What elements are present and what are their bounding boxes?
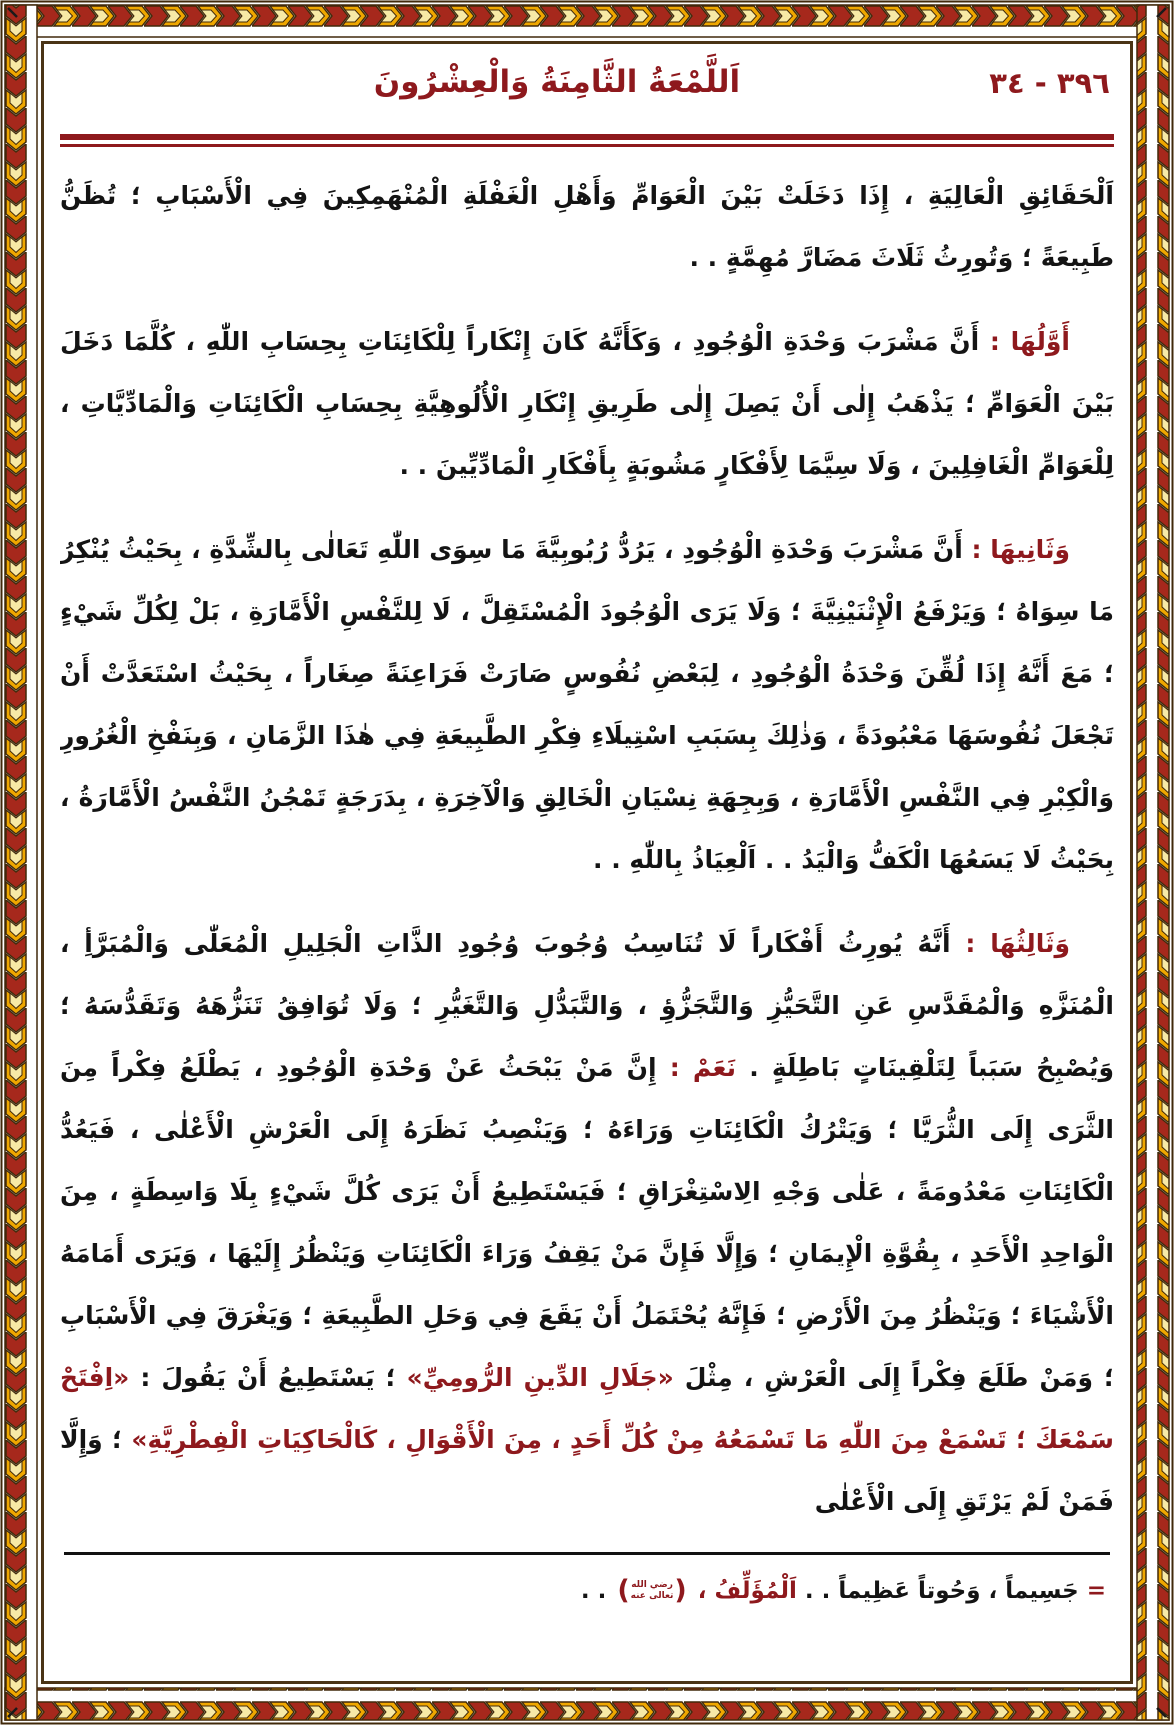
text-segment: . . bbox=[580, 1577, 615, 1604]
text-segment: إِنَّ مَنْ يَبْحَثُ عَنْ وَحْدَةِ الْوُجُودِ ، يَطْلَعُ فِكْراً مِنَ الثَّرَى إِلَى الثُّرَيَّا ؛ وَيَتْرُكُ الْكَائِنَاتِ وَرَاءَهُ ؛ وَيَنْصِبُ نَظَرَهُ إِلَى الْعَرْشِ الْأَعْلٰى ، فَيَعُدُّ الْكَائِنَاتِ مَعْدُومَةً ، عَلٰى وَجْهِ الِاسْتِغْرَاقِ ؛ فَيَسْتَطِيعُ أَنْ يَرَى كُلَّ شَيْءٍ بِلَا وَاسِطَةٍ ، مِنَ الْوَاحِدِ الْأَحَدِ ، بِقُوَّةِ الْإِيمَانِ ؛ وَإِلَّا فَإِنَّ مَنْ يَقِفُ وَرَاءَ الْكَائِنَاتِ وَيَنْظُرُ إِلَيْهَا ، وَيَرَى أَمَامَهُ الْأَشْيَاءَ ؛ وَيَنْظُرُ مِنَ الْأَرْضِ ؛ فَإِنَّهُ يُحْتَمَلُ أَنْ يَقَعَ فِي وَحَلِ الطَّبِيعَةِ ؛ وَيَغْرَقَ فِي الْأَسْبَابِ ؛ وَمَنْ طَلَعَ فِكْراً إِلَى الْعَرْشِ ، مِثْلَ bbox=[60, 1053, 1114, 1392]
red-keyword: وَثَانِيهَا : bbox=[962, 535, 1070, 564]
page-header bbox=[60, 52, 1114, 124]
red-emphasis: «اِفْتَحْ سَمْعَكَ ؛ تَسْمَعْ مِنَ اللّٰهِ مَا تَسْمَعُهُ مِنْ كُلِّ أَحَدٍ ، مِنَ الْأَقْوَالِ ، كَالْحَاكِيَاتِ الْفِطْرِيَّةِ» bbox=[60, 1363, 1114, 1454]
red-keyword: وَثَالِثُهَا : bbox=[950, 929, 1071, 958]
text-segment: أَنَّهُ يُورِثُ أَفْكَاراً لَا تُنَاسِبُ وُجُوبَ وُجُودِ الذَّاتِ الْجَلِيلِ الْمُعَلّٰى وَالْمُبَرَّأِ ، الْمُنَزَّهِ وَالْمُقَدَّسِ عَنِ التَّحَيُّزِ وَالتَّجَزُّؤِ ، وَالتَّبَدُّلِ وَالتَّغَيُّرِ ؛ وَلَا تُوَافِقُ تَنَزُّهَهُ وَتَقَدُّسَهُ ؛ وَيُصْبِحُ سَبَباً لِتَلْقِينَاتٍ بَاطِلَةٍ . bbox=[60, 929, 1114, 1082]
author-seal bbox=[617, 1569, 686, 1613]
red-emphasis: «جَلَالِ الدِّينِ الرُّومِيِّ» bbox=[406, 1363, 674, 1392]
body-paragraph bbox=[60, 165, 1114, 289]
footnote-divider bbox=[64, 1552, 1110, 1555]
footnote-text bbox=[64, 1569, 1110, 1614]
page-content bbox=[60, 52, 1114, 1677]
seal-paren-close: ) bbox=[674, 1575, 687, 1606]
text-segment: أَنَّ مَشْرَبَ وَحْدَةِ الْوُجُودِ ، وَكَأَنَّهُ كَانَ إِنْكَاراً لِلْكَائِنَاتِ بِحِسَابِ اللّٰهِ ، كُلَّمَا دَخَلَ بَيْنَ الْعَوَامِّ ؛ يَذْهَبُ إِلٰى أَنْ يَصِلَ إِلٰى طَرِيقِ إِنْكَارِ الْأُلُوهِيَّةِ بِحِسَابِ الْكَائِنَاتِ وَالْمَادِّيَّاتِ ، لِلْعَوَامِّ الْغَافِلِينَ ، وَلَا سِيَّمَا لِأَفْكَارٍ مَشُوبَةٍ بِأَفْكَارِ الْمَادِّيِّينَ . . bbox=[60, 327, 1114, 480]
text-segment: ؛ يَسْتَطِيعُ أَنْ يَقُولَ : bbox=[129, 1363, 407, 1392]
seal-paren-open: ( bbox=[617, 1575, 630, 1606]
seal-line: تعالى عنه bbox=[630, 1591, 674, 1601]
text-segment: أَنَّ مَشْرَبَ وَحْدَةِ الْوُجُودِ ، يَرُدُّ رُبُوبِيَّةَ مَا سِوَى اللّٰهِ تَعَالٰى بِالشِّدَّةِ ، بِحَيْثُ يُنْكِرُ مَا سِوَاهُ ؛ وَيَرْفَعُ الْإِثْنَيْنِيَّةَ ؛ وَلَا يَرَى الْوُجُودَ الْمُسْتَقِلَّ ، لَا لِلنَّفْسِ الْأَمَّارَةِ ، بَلْ لِكُلِّ شَيْءٍ ؛ مَعَ أَنَّهُ إِذَا لُقِّنَ وَحْدَةُ الْوُجُودِ ، لِبَعْضِ نُفُوسٍ صَارَتْ فَرَاعِنَةً صِغَاراً ، بِحَيْثُ اسْتَعَدَّتْ أَنْ تَجْعَلَ نُفُوسَهَا مَعْبُودَةً ، وَذٰلِكَ بِسَبَبِ اسْتِيلَاءِ فِكْرِ الطَّبِيعَةِ فِي هٰذَا الزَّمَانِ ، وَبِنَفْخِ الْغُرُورِ وَالْكِبْرِ فِي النَّفْسِ الْأَمَّارَةِ ، وَبِجِهَةِ نِسْيَانِ الْخَالِقِ وَالْآخِرَةِ ، بِدَرَجَةٍ تَمْجُنُ النَّفْسُ الْأَمَّارَةُ ، بِحَيْثُ لَا يَسَعُهَا الْكَفُّ وَالْيَدُ . . اَلْعِيَاذُ بِاللّٰهِ . . bbox=[60, 535, 1114, 874]
page-number: ٣٩٦ - ٣٤ bbox=[989, 66, 1110, 100]
red-keyword: = bbox=[1078, 1577, 1106, 1604]
seal-line: رضي الله bbox=[631, 1580, 673, 1591]
page-title bbox=[60, 64, 1084, 100]
header-divider bbox=[60, 134, 1114, 147]
red-keyword: نَعَمْ : bbox=[656, 1053, 737, 1082]
red-keyword: أَوَّلُهَا : bbox=[979, 327, 1070, 356]
seal-calligraphy bbox=[630, 1580, 675, 1602]
text-segment: جَسِيماً ، وَحُوتاً عَظِيماً . . bbox=[796, 1577, 1079, 1604]
body-paragraph bbox=[60, 311, 1114, 497]
footnote bbox=[64, 1552, 1110, 1614]
text-segment: اَلْحَقَائِقِ الْعَالِيَةِ ، إِذَا دَخَلَتْ بَيْنَ الْعَوَامِّ وَأَهْلِ الْغَفْلَةِ الْمُنْهَمِكِينَ فِي الْأَسْبَابِ ؛ تُظَنُّ طَبِيعَةً ؛ وَتُورِثُ ثَلَاثَ مَضَارَّ مُهِمَّةٍ . . bbox=[60, 181, 1114, 272]
text-segment: ؛ وَإِلَّا فَمَنْ لَمْ يَرْتَقِ إِلَى الْأَعْلٰى bbox=[60, 1425, 1114, 1516]
red-emphasis: اَلْمُؤَلِّفُ ، bbox=[689, 1577, 797, 1604]
body-paragraph bbox=[60, 913, 1114, 1533]
page-title-text: اَللَّمْعَةُ الثَّامِنَةُ وَالْعِشْرُونَ bbox=[373, 64, 741, 100]
body-text bbox=[60, 165, 1114, 1533]
body-paragraph bbox=[60, 519, 1114, 891]
